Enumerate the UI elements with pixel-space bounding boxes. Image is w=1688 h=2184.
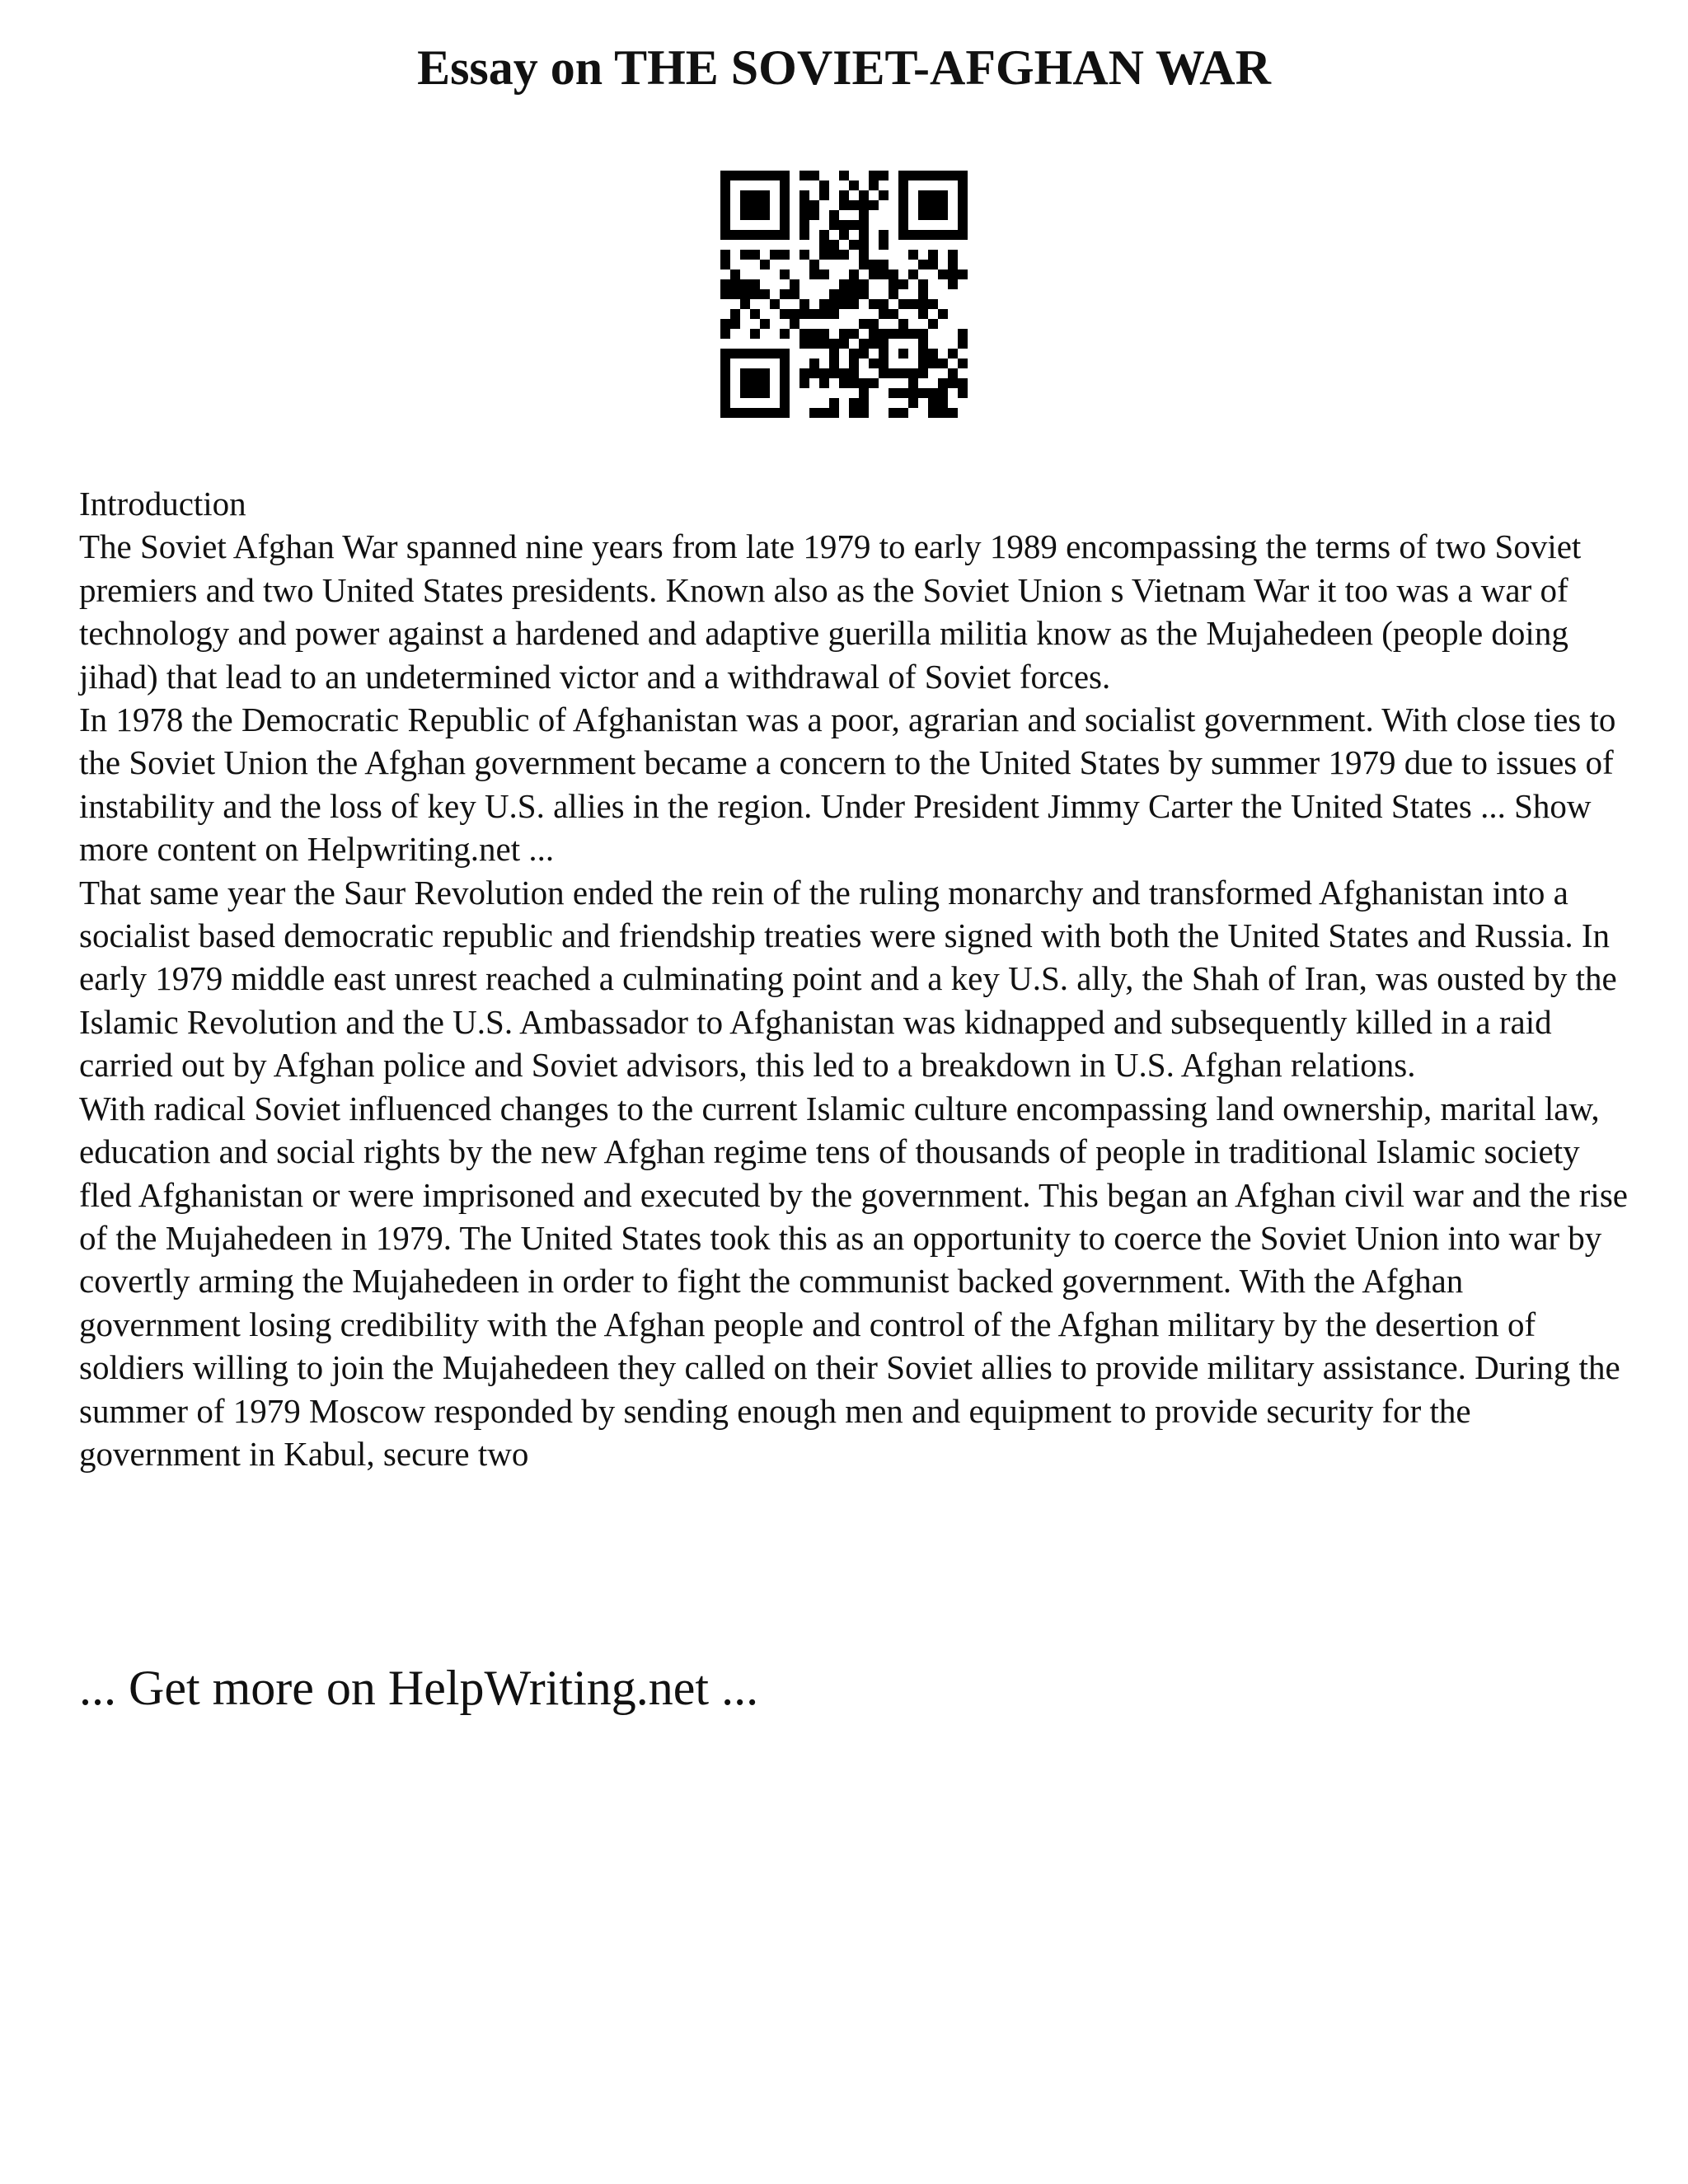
get-more-link[interactable]: ... Get more on HelpWriting.net ... <box>79 1661 759 1715</box>
paragraph: With radical Soviet influenced changes to the current Islamic culture encompassing land ownership, marital law, education and social rights by the new Afghan regime tens of thousands of people in traditional Islamic society fled Afghanistan or were imprisoned and executed by the government. This began an Afghan civil war and the rise of the Mujahedeen in 1979. The United States took this as an opportunity to coerce the Soviet Union into war by covertly arming the Mujahedeen in order to fight the communist backed government. With the Afghan government losing credibility with the Afghan people and control of the Afghan military by the desertion of soldiers willing to join the Mujahedeen they called on their Soviet allies to provide military assistance. During the summer of 1979 Moscow responded by sending enough men and equipment to provide security for the government in Kabul, secure two <box>79 1089 1628 1473</box>
essay-body <box>79 482 1629 1475</box>
section-heading: Introduction <box>79 485 246 523</box>
qr-code-icon <box>720 171 968 418</box>
qr-code <box>720 171 968 418</box>
paragraph: The Soviet Afghan War spanned nine years from late 1979 to early 1989 encompassing the terms of two Soviet premiers and two United States presidents. Known also as the Soviet Union s Vietnam War it too was a war of technology and power against a hardened and adaptive guerilla militia know as the Mujahedeen (people doing jihad) that lead to an undetermined victor and a withdrawal of Soviet forces. <box>79 527 1582 696</box>
page-title: Essay on THE SOVIET-AFGHAN WAR <box>417 40 1271 95</box>
paragraph: That same year the Saur Revolution ended the rein of the ruling monarchy and transformed Afghanistan into a socialist based democratic republic and friendship treaties were signed with both the United States and Russia. In early 1979 middle east unrest reached a culminating point and a key U.S. ally, the Shah of Iran, was ousted by the Islamic Revolution and the U.S. Ambassador to Afghanistan was kidnapped and subsequently killed in a raid carried out by Afghan police and Soviet advisors, this led to a breakdown in U.S. Afghan relations. <box>79 873 1617 1085</box>
paragraph: In 1978 the Democratic Republic of Afghanistan was a poor, agrarian and socialist government. With close ties to the Soviet Union the Afghan government became a concern to the United States by summer 1979 due to issues of instability and the loss of key U.S. allies in the region. Under President Jimmy Carter the United States ... Show more content on Helpwriting.net ... <box>79 701 1616 869</box>
